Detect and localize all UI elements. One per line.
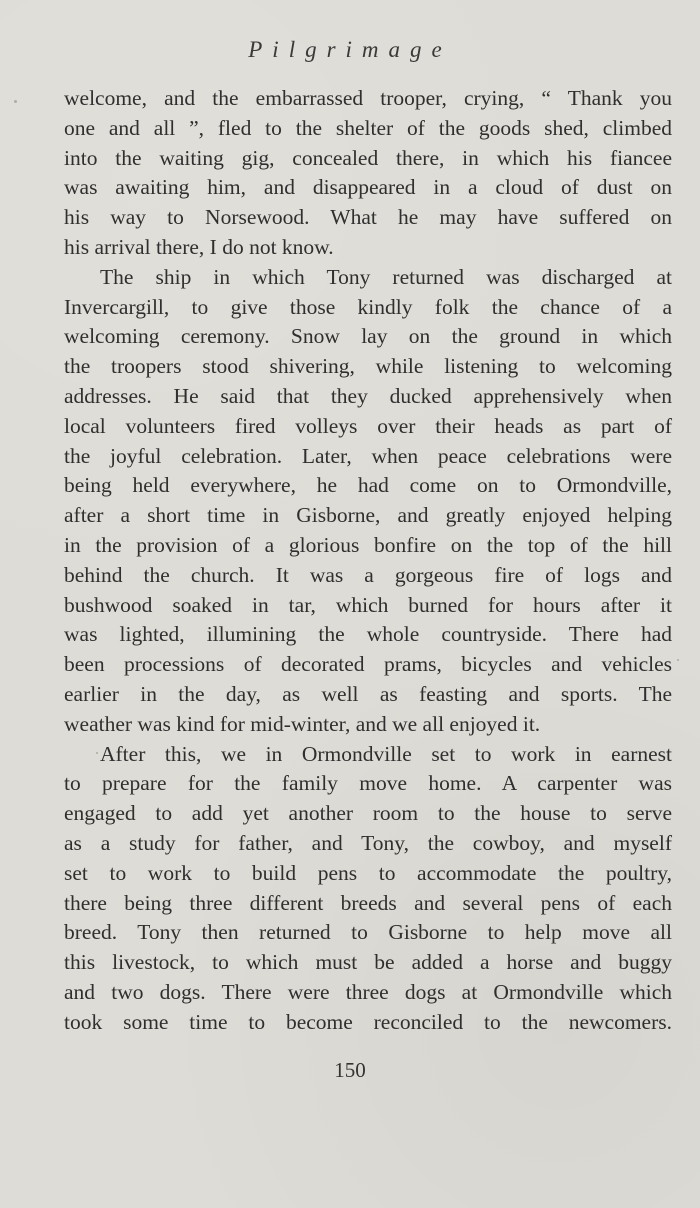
text-line: his arrival there, I do not know.	[64, 234, 334, 259]
text-line: in the provision of a glorious bonfire on the top of the hill	[64, 532, 672, 557]
paper-speck	[14, 100, 17, 103]
text-line: welcome, and the embarrassed trooper, crying, “ Thank you	[64, 86, 672, 110]
text-line: was awaiting him, and disappeared in a cloud of dust on	[64, 175, 672, 200]
paper-speck	[677, 659, 679, 661]
paper-speck	[96, 752, 98, 754]
text-line: into the waiting gig, concealed there, in which his fiancee	[64, 145, 672, 170]
body-text	[64, 84, 672, 1038]
running-head: Pilgrimage	[248, 37, 452, 62]
text-line: engaged to add yet another room to the house to serve	[64, 801, 672, 826]
text-line: addresses. He said that they ducked apprehensively when	[64, 383, 672, 408]
text-line: as a study for father, and Tony, the cowboy, and myself	[64, 830, 672, 855]
text-line: and two dogs. There were three dogs at Ormondville which	[64, 979, 672, 1004]
text-line: weather was kind for mid-winter, and we all enjoyed it.	[64, 711, 541, 736]
text-line: to prepare for the family move home. A carpenter was	[64, 771, 672, 796]
text-line: the joyful celebration. Later, when peace celebrations were	[64, 443, 672, 468]
text-line: one and all ”, fled to the shelter of the goods shed, climbed	[64, 115, 672, 140]
text-line: there being three different breeds and several pens of each	[64, 890, 672, 915]
text-line: his way to Norsewood. What he may have suffered on	[64, 205, 672, 230]
text-line: set to work to build pens to accommodate the poultry,	[64, 860, 672, 885]
text-line: earlier in the day, as well as feasting and sports. The	[64, 681, 672, 706]
text-line: this livestock, to which must be added a horse and buggy	[64, 950, 672, 975]
text-line: After this, we in Ormondville set to work in earnest	[100, 741, 672, 766]
text-line: been processions of decorated prams, bicycles and vehicles	[64, 652, 672, 677]
text-line: welcoming ceremony. Snow lay on the ground in which	[64, 324, 672, 349]
text-line: behind the church. It was a gorgeous fire of logs and	[64, 562, 672, 587]
text-line: Invercargill, to give those kindly folk the chance of a	[64, 294, 672, 319]
text-line: The ship in which Tony returned was discharged at	[100, 264, 672, 289]
text-line: the troopers stood shivering, while listening to welcoming	[64, 354, 672, 379]
text-line: was lighted, illumining the whole countryside. There had	[64, 622, 672, 647]
text-line: after a short time in Gisborne, and greatly enjoyed helping	[64, 503, 672, 528]
text-line: local volunteers fired volleys over their heads as part of	[64, 413, 672, 438]
text-line: being held everywhere, he had come on to Ormondville,	[64, 473, 672, 498]
text-line: took some time to become reconciled to the newcomers.	[64, 1009, 672, 1034]
text-line: breed. Tony then returned to Gisborne to help move all	[64, 920, 672, 945]
page-number: 150	[334, 1058, 366, 1082]
text-line: bushwood soaked in tar, which burned for hours after it	[64, 592, 672, 617]
